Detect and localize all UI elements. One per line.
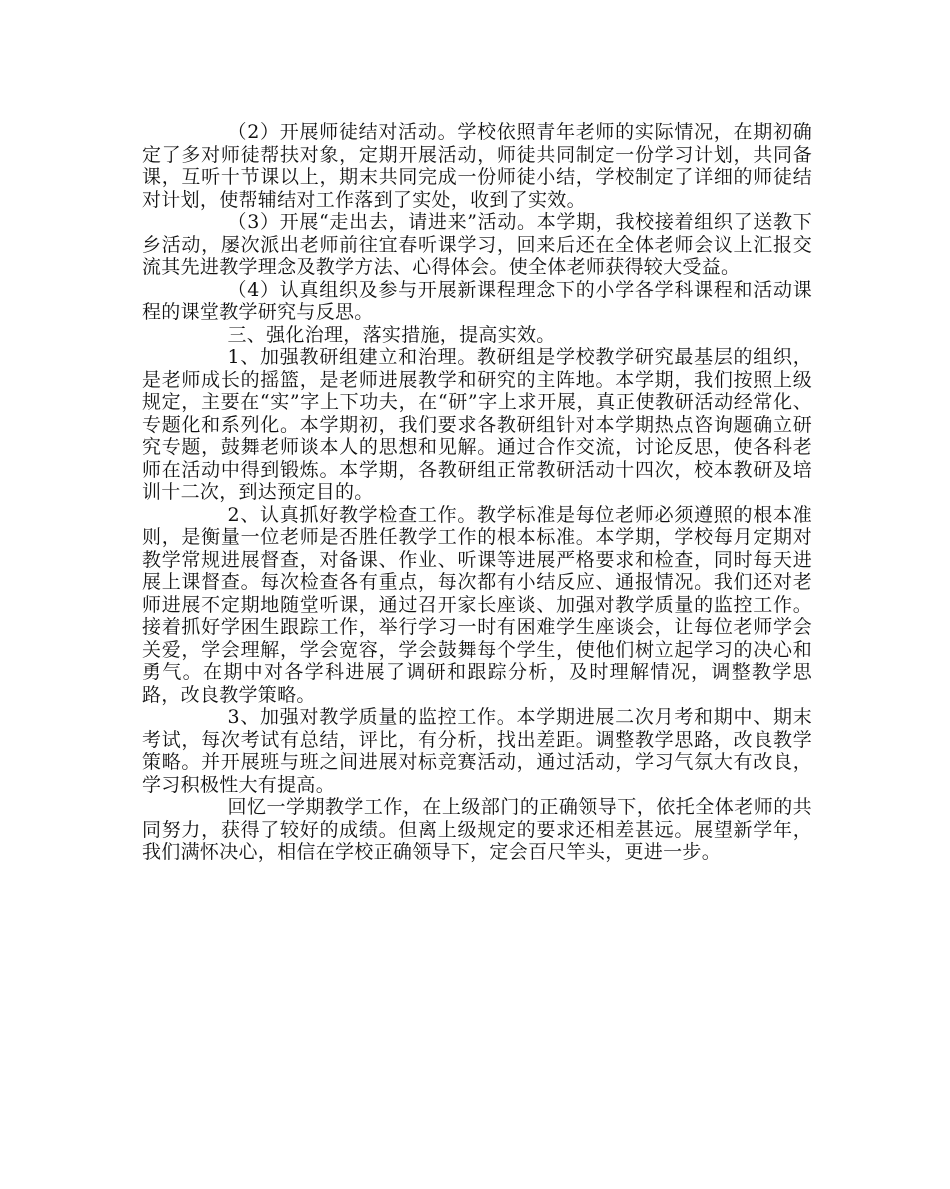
section-heading-management: 三、强化治理，落实措施，提高实效。 xyxy=(227,323,556,346)
paragraph-go-out-invite-in: （3）开展“走出去，请进来”活动。本学期，我校接着组织了送教下乡活动，屡次派出老师前往宜春听课学习，回来后还在全体老师会议上汇报交流其先进教学理念及教学方法、心得体会。使全体老师获得较大受益。 xyxy=(142,211,812,278)
paragraph-conclusion: 回忆一学期教学工作，在上级部门的正确领导下，依托全体老师的共同努力，获得了较好的成绩。但离上级规定的要求还相差甚远。展望新学年，我们满怀决心，相信在学校正确领导下，定会百尺竿头，更进一步。 xyxy=(142,796,812,863)
paragraph-curriculum-research: （4）认真组织及参与开展新课程理念下的小学各学科课程和活动课程的课堂教学研究与反思。 xyxy=(142,278,812,323)
document-body xyxy=(142,121,812,864)
paragraph-quality-monitoring: 3、加强对教学质量的监控工作。本学期进展二次月考和期中、期末考试，每次考试有总结，评比，有分析，找出差距。调整教学思路，改良教学策略。并开展班与班之间进展对标竞赛活动，通过活动，学习气氛大有改良，学习积极性大有提高。 xyxy=(142,706,812,796)
paragraph-teaching-inspection: 2、认真抓好教学检查工作。教学标准是每位老师必须遵照的根本准则，是衡量一位老师是否胜任教学工作的根本标准。本学期，学校每月定期对教学常规进展督查，对备课、作业、听课等进展严格要求和检查，同时每天进展上课督查。每次检查各有重点，每次都有小结反应、通报情况。我们还对老师进展不定期地随堂听课，通过召开家长座谈、加强对教学质量的监控工作。接着抓好学困生跟踪工作，举行学习一时有困难学生座谈会，让每位老师学会关爱，学会理解，学会宽容，学会鼓舞每个学生，使他们树立起学习的决心和勇气。在期中对各学科进展了调研和跟踪分析，及时理解情况，调整教学思路，改良教学策略。 xyxy=(142,503,812,706)
paragraph-mentorship: （2）开展师徒结对活动。学校依照青年老师的实际情况，在期初确定了多对师徒帮扶对象，定期开展活动，师徒共同制定一份学习计划，共同备课，互听十节课以上，期末共同完成一份师徒小结，学校制定了详细的师徒结对计划，使帮辅结对工作落到了实处，收到了实效。 xyxy=(142,121,812,211)
paragraph-teaching-research-groups: 1、加强教研组建立和治理。教研组是学校教学研究最基层的组织，是老师成长的摇篮，是老师进展教学和研究的主阵地。本学期，我们按照上级规定，主要在“实”字上下功夫，在“研”字上求开展，真正使教研活动经常化、专题化和系列化。本学期初，我们要求各教研组针对本学期热点咨询题确立研究专题，鼓舞老师谈本人的思想和见解。通过合作交流，讨论反思，使各科老师在活动中得到锻炼。本学期，各教研组正常教研活动十四次，校本教研及培训十二次，到达预定目的。 xyxy=(142,346,812,503)
